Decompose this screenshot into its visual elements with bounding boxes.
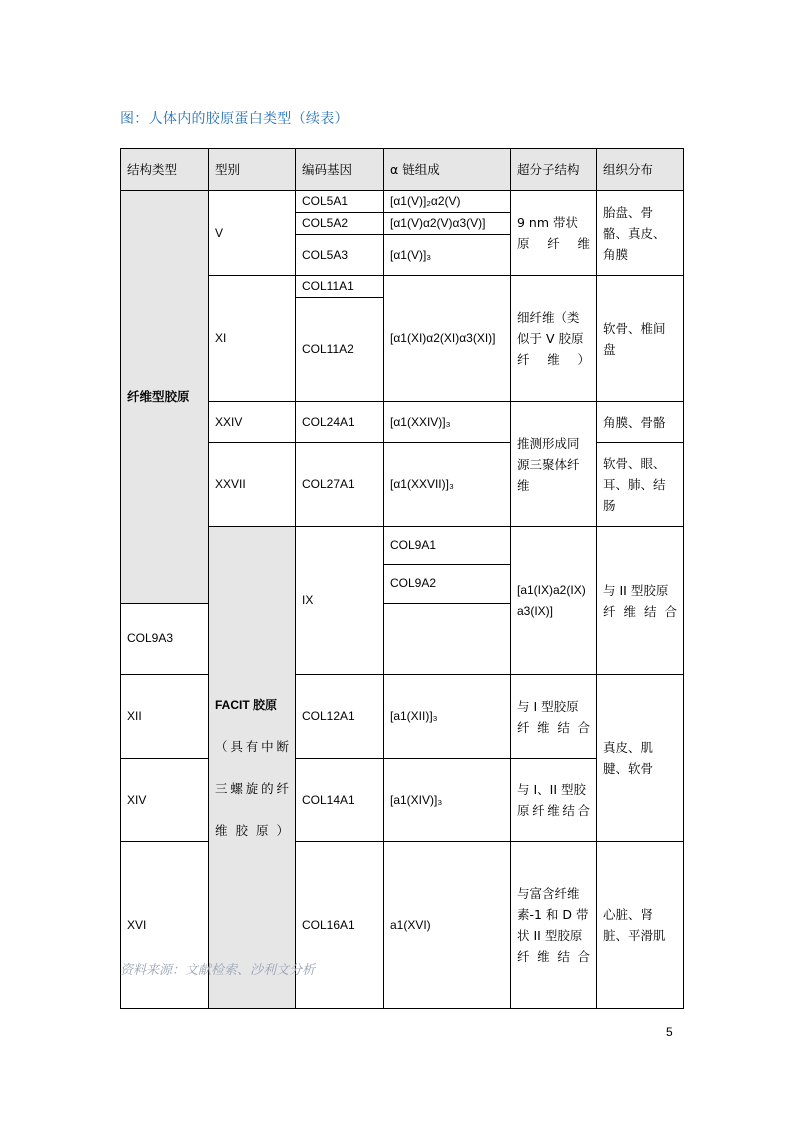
gene-col5a3: COL5A3 bbox=[296, 235, 384, 276]
chain-xvi: a1(XVI) bbox=[384, 842, 511, 1009]
gene-col9a2: COL9A2 bbox=[384, 565, 511, 603]
type-xxvii: XXVII bbox=[209, 443, 296, 527]
supra-xiv: 与 I、II 型胶原纤维结合 bbox=[511, 759, 597, 842]
chain-v2: [α1(V)α2(V)α3(V)] bbox=[384, 213, 511, 235]
supra-ix: 与 II 型胶原纤维结合 bbox=[597, 527, 684, 675]
chain-xxvii: [α1(XXVII)]₃ bbox=[384, 443, 511, 527]
tissue-xvi: 心脏、肾脏、平滑肌 bbox=[597, 842, 684, 1009]
gene-col16a1: COL16A1 bbox=[296, 842, 384, 1009]
gene-col9a3: COL9A3 bbox=[121, 603, 209, 674]
table-header-row bbox=[121, 149, 684, 191]
source-note: 资料来源：文献检索、沙利文分析 bbox=[120, 963, 316, 978]
group-fibrillar: 纤维型胶原 bbox=[121, 191, 209, 604]
chain-v3: [α1(V)]₃ bbox=[384, 235, 511, 276]
type-xvi: XVI bbox=[121, 842, 209, 1009]
tissue-xi: 软骨、椎间盘 bbox=[597, 276, 684, 402]
group-facit-title: FACIT 胶原 bbox=[215, 697, 277, 712]
header-alpha-chain: α 链组成 bbox=[384, 149, 511, 191]
type-xii: XII bbox=[121, 675, 209, 759]
chain-xxiv: [α1(XXIV)]₃ bbox=[384, 402, 511, 443]
supra-v: 9 nm 带状原纤维 bbox=[511, 191, 597, 276]
supra-xvi: 与富含纤维素-1 和 D 带状 II 型胶原纤维结合 bbox=[511, 842, 597, 1009]
gene-col11a2: COL11A2 bbox=[296, 298, 384, 402]
chain-xi: [α1(XI)α2(XI)α3(XI)] bbox=[384, 276, 511, 402]
type-xiv: XIV bbox=[121, 759, 209, 842]
type-ix: IX bbox=[296, 527, 384, 675]
table-row bbox=[121, 675, 684, 759]
type-v: V bbox=[209, 191, 296, 276]
gene-col14a1: COL14A1 bbox=[296, 759, 384, 842]
supra-xii: 与 I 型胶原纤维结合 bbox=[511, 675, 597, 759]
chain-xiv: [a1(XIV)]₃ bbox=[384, 759, 511, 842]
type-xxiv: XXIV bbox=[209, 402, 296, 443]
type-xi: XI bbox=[209, 276, 296, 402]
figure-caption: 图：人体内的胶原蛋白类型（续表） bbox=[120, 111, 349, 127]
tissue-xxvii: 软骨、眼、耳、肺、结肠 bbox=[597, 443, 684, 527]
table-row bbox=[121, 191, 684, 213]
gene-col11a1: COL11A1 bbox=[296, 276, 384, 298]
tissue-xxiv: 角膜、骨骼 bbox=[597, 402, 684, 443]
table-row bbox=[121, 842, 684, 1009]
header-gene: 编码基因 bbox=[296, 149, 384, 191]
header-structure-type: 结构类型 bbox=[121, 149, 209, 191]
gene-col5a2: COL5A2 bbox=[296, 213, 384, 235]
gene-col27a1: COL27A1 bbox=[296, 443, 384, 527]
tissue-v: 胎盘、骨骼、真皮、角膜 bbox=[597, 191, 684, 276]
gene-col9a1: COL9A1 bbox=[384, 527, 511, 565]
tissue-xii-xiv: 真皮、肌腱、软骨 bbox=[597, 675, 684, 842]
gene-col12a1: COL12A1 bbox=[296, 675, 384, 759]
group-facit-note: （具有中断三螺旋的纤维胶原） bbox=[215, 738, 289, 838]
header-supramolecular: 超分子结构 bbox=[511, 149, 597, 191]
header-tissue: 组织分布 bbox=[597, 149, 684, 191]
group-facit bbox=[209, 527, 296, 1009]
chain-v1: [α1(V)]₂α2(V) bbox=[384, 191, 511, 213]
supra-xxiv-xxvii: 推测形成同源三聚体纤维 bbox=[511, 402, 597, 527]
collagen-types-table bbox=[120, 148, 684, 1009]
gene-col5a1: COL5A1 bbox=[296, 191, 384, 213]
chain-xii: [a1(XII)]₃ bbox=[384, 675, 511, 759]
gene-col24a1: COL24A1 bbox=[296, 402, 384, 443]
supra-xi: 细纤维（类似于 V 胶原纤维） bbox=[511, 276, 597, 402]
header-type: 型别 bbox=[209, 149, 296, 191]
page-number: 5 bbox=[666, 1025, 673, 1039]
chain-ix: [a1(IX)a2(IX) a3(IX)] bbox=[511, 527, 597, 675]
